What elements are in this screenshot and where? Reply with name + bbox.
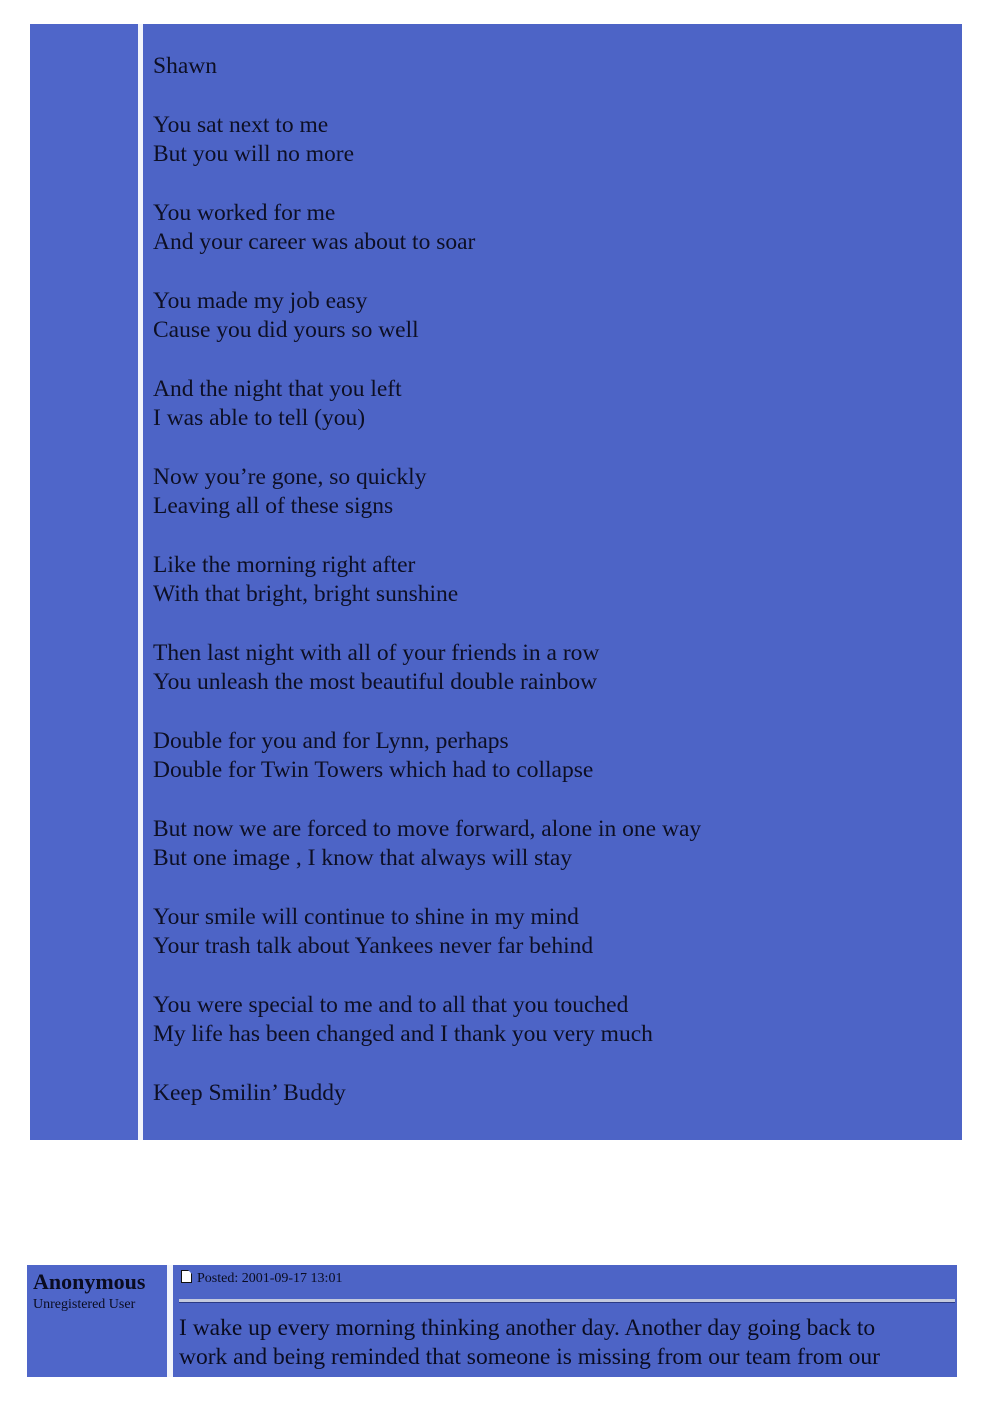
poem-line: Now you’re gone, so quickly xyxy=(153,463,427,490)
poem-line: Your trash talk about Yankees never far behind xyxy=(153,933,594,959)
poem-line: Like the morning right after xyxy=(153,551,416,578)
poem-line: But now we are forced to move forward, alone in one way xyxy=(153,815,702,842)
poem-stanza xyxy=(153,991,943,1050)
poem-line: Then last night with all of your friends in a row xyxy=(153,639,600,666)
poem-stanza xyxy=(153,727,943,786)
poem-line: Double for Twin Towers which had to collapse xyxy=(153,757,594,783)
reply-post xyxy=(27,1265,957,1377)
poem-stanza xyxy=(153,551,943,610)
poem-line: And the night that you left xyxy=(153,375,402,402)
poem-line: You were special to me and to all that you touched xyxy=(153,991,629,1018)
poem-line: And your career was about to soar xyxy=(153,229,476,255)
poem-line: My life has been changed and I thank you very much xyxy=(153,1021,653,1047)
poem-line: Double for you and for Lynn, perhaps xyxy=(153,727,509,754)
poem-line: But one image , I know that always will stay xyxy=(153,845,573,871)
poem-stanza xyxy=(153,199,943,258)
poem-stanza xyxy=(153,815,943,874)
post-text-line: I wake up every morning thinking another day. Another day going back to xyxy=(179,1315,876,1341)
poem-stanza xyxy=(153,639,943,698)
poem-title: Shawn xyxy=(153,53,217,79)
user-type: Unregistered User xyxy=(33,1297,136,1312)
document-icon[interactable] xyxy=(181,1270,192,1283)
poem-stanza xyxy=(153,903,943,962)
poem-stanza xyxy=(153,375,943,434)
poem-line: You unleash the most beautiful double rainbow xyxy=(153,669,598,695)
poem-title-block xyxy=(153,52,943,82)
poem-signoff-block xyxy=(153,1079,943,1109)
poem-line: Your smile will continue to shine in my mind xyxy=(153,903,579,930)
poem-stanza xyxy=(153,111,943,170)
poem-stanza xyxy=(153,463,943,522)
post-body xyxy=(143,24,962,1140)
author-column xyxy=(30,24,138,1140)
poem-line: You sat next to me xyxy=(153,111,329,138)
post-text xyxy=(179,1314,955,1372)
poem-stanzas xyxy=(153,111,943,1050)
post-text-line: work and being reminded that someone is missing from our team from our xyxy=(179,1344,880,1370)
poem-line: Cause you did yours so well xyxy=(153,317,419,343)
poem-line: You worked for me xyxy=(153,199,336,226)
posted-date: Posted: 2001-09-17 13:01 xyxy=(197,1271,343,1286)
poem-line: You made my job easy xyxy=(153,287,368,314)
username[interactable]: Anonymous xyxy=(33,1269,146,1294)
poem-post xyxy=(30,24,962,1140)
poem-line: With that bright, bright sunshine xyxy=(153,581,459,607)
poem-text xyxy=(153,52,943,1137)
poem-stanza xyxy=(153,287,943,346)
poem-line: Leaving all of these signs xyxy=(153,493,394,519)
author-column xyxy=(27,1265,167,1377)
post-header xyxy=(181,1270,342,1287)
header-divider xyxy=(179,1299,955,1303)
poem-line: I was able to tell (you) xyxy=(153,405,366,431)
post-body xyxy=(173,1265,957,1377)
poem-line: But you will no more xyxy=(153,141,355,167)
poem-signoff: Keep Smilin’ Buddy xyxy=(153,1079,346,1106)
